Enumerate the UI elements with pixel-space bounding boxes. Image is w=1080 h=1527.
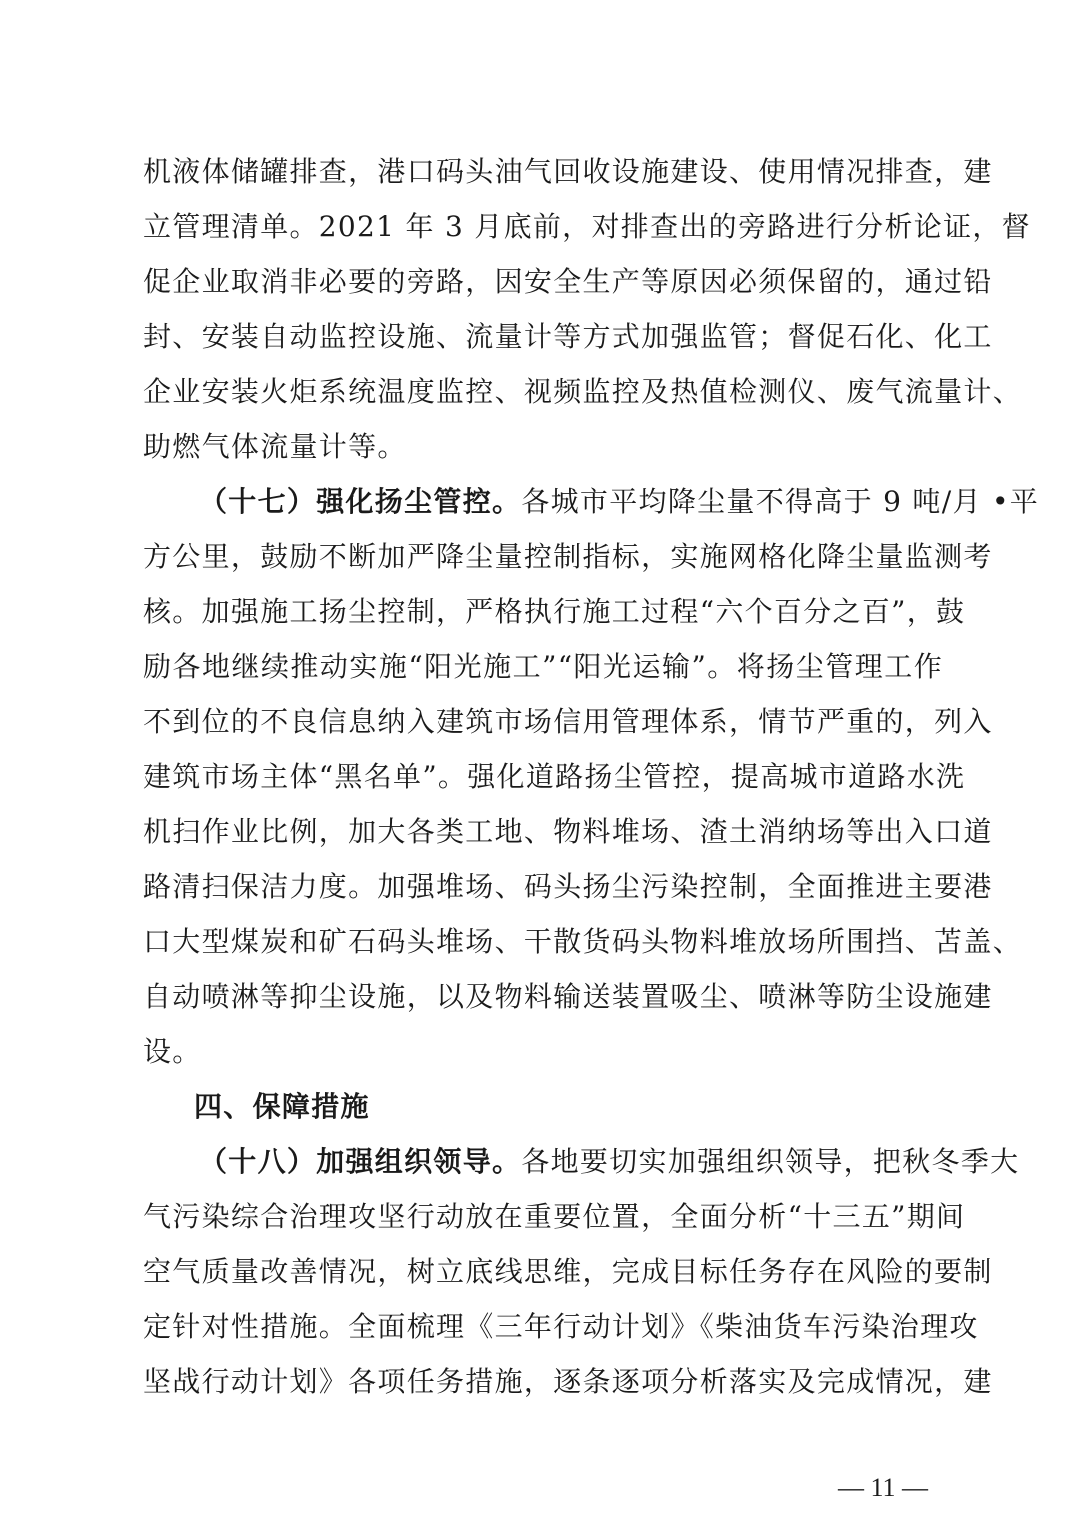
paragraph-2-line-5: 不到位的不良信息纳入建筑市场信用管理体系，情节严重的，列入 bbox=[143, 705, 993, 738]
paragraph-3-line-4: 定针对性措施。全面梳理《三年行动计划》《柴油货车污染治理攻 bbox=[143, 1310, 979, 1343]
paragraph-3-line-3: 空气质量改善情况，树立底线思维，完成目标任务存在风险的要制 bbox=[143, 1255, 993, 1288]
paragraph-1-line-3: 促企业取消非必要的旁路，因安全生产等原因必须保留的，通过铅 bbox=[143, 265, 993, 298]
paragraph-2-line-3: 核。加强施工扬尘控制，严格执行施工过程“六个百分之百”，鼓 bbox=[143, 595, 966, 628]
paragraph-2-first-line-text: 各城市平均降尘量不得高于 9 吨/月 •平 bbox=[521, 485, 1040, 518]
paragraph-1-line-2: 立管理清单。2021 年 3 月底前，对排查出的旁路进行分析论证，督 bbox=[143, 210, 1031, 243]
paragraph-1-line-6: 助燃气体流量计等。 bbox=[143, 430, 407, 463]
paragraph-2-line-4: 励各地继续推动实施“阳光施工”“阳光运输”。将扬尘管理工作 bbox=[143, 650, 943, 683]
paragraph-3-title: （十八）加强组织领导。 bbox=[199, 1145, 522, 1178]
paragraph-3-line-5: 坚战行动计划》各项任务措施，逐条逐项分析落实及完成情况，建 bbox=[143, 1365, 993, 1398]
paragraph-2-line-7: 机扫作业比例，加大各类工地、物料堆场、渣土消纳场等出入口道 bbox=[143, 815, 993, 848]
paragraph-2-first-line bbox=[199, 482, 1040, 522]
paragraph-2-title: （十七）强化扬尘管控。 bbox=[199, 485, 522, 518]
paragraph-3-line-2: 气污染综合治理攻坚行动放在重要位置，全面分析“十三五”期间 bbox=[143, 1200, 966, 1233]
paragraph-2-line-2: 方公里，鼓励不断加严降尘量控制指标，实施网格化降尘量监测考 bbox=[143, 540, 993, 573]
paragraph-2-line-6: 建筑市场主体“黑名单”。强化道路扬尘管控，提高城市道路水洗 bbox=[143, 760, 966, 793]
paragraph-1-line-5: 企业安装火炬系统温度监控、视频监控及热值检测仪、废气流量计、 bbox=[143, 375, 1023, 408]
paragraph-2-line-11: 设。 bbox=[143, 1035, 202, 1068]
section-heading: 四、保障措施 bbox=[194, 1090, 370, 1123]
paragraph-2-line-9: 口大型煤炭和矿石码头堆场、干散货码头物料堆放场所围挡、苫盖、 bbox=[143, 925, 1023, 958]
paragraph-3-first-line-text: 各地要切实加强组织领导，把秋冬季大 bbox=[521, 1145, 1020, 1178]
paragraph-3-first-line bbox=[199, 1142, 1020, 1182]
paragraph-1-line-1: 机液体储罐排查，港口码头油气回收设施建设、使用情况排查，建 bbox=[143, 155, 993, 188]
paragraph-2-line-10: 自动喷淋等抑尘设施，以及物料输送装置吸尘、喷淋等防尘设施建 bbox=[143, 980, 993, 1013]
paragraph-1-line-4: 封、安装自动监控设施、流量计等方式加强监管；督促石化、化工 bbox=[143, 320, 993, 353]
page-number: — 11 — bbox=[838, 1473, 929, 1502]
paragraph-2-line-8: 路清扫保洁力度。加强堆场、码头扬尘污染控制，全面推进主要港 bbox=[143, 870, 993, 903]
